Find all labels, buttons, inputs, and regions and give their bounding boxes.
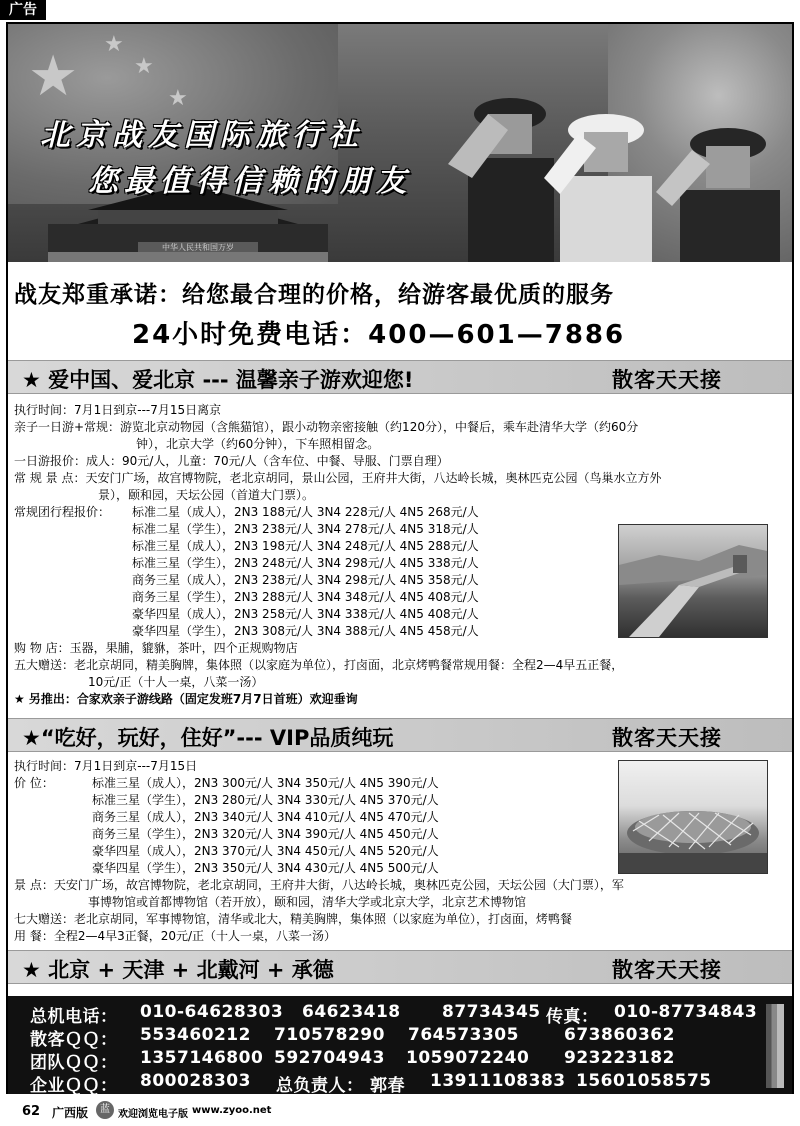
edition-label: 广西版 bbox=[52, 1106, 89, 1120]
birds-nest-photo bbox=[618, 760, 768, 874]
manager-name: 郭春 bbox=[370, 1076, 405, 1096]
great-wall-photo bbox=[618, 524, 768, 638]
price-row: 标准二星（成人），2N3 188元/人 3N4 228元/人 4N5 268元/人 bbox=[132, 505, 479, 519]
manager-phone: 15601058575 bbox=[576, 1071, 712, 1091]
flag-star-small: ★ bbox=[134, 54, 154, 79]
price-row: 标准三星（成人），2N3 198元/人 3N4 248元/人 4N5 288元/人 bbox=[132, 539, 479, 553]
contact-panel bbox=[8, 996, 792, 1094]
service-pledge: 战友郑重承诺：给您最合理的价格，给游客最优质的服务 bbox=[14, 282, 614, 308]
section-title: ★ 爱中国、爱北京 --- 温馨亲子游欢迎您! bbox=[22, 368, 414, 392]
section-header-family-tour bbox=[8, 360, 792, 394]
gate-sign: 中华人民共和国万岁 bbox=[162, 243, 234, 252]
qq-number: 764573305 bbox=[408, 1025, 519, 1045]
hero-banner bbox=[8, 24, 792, 262]
ad-tag: 广告 bbox=[0, 0, 46, 20]
price-row: 豪华四星（学生），2N3 350元/人 3N4 430元/人 4N5 500元/人 bbox=[92, 861, 439, 875]
free-gifts: 七大赠送：老北京胡同，军事博物馆，清华或北大，精美胸牌，集体照（以家庭为单位），打卤面，烤鸭餐 bbox=[14, 912, 573, 926]
price-row: 豪华四星（成人），2N3 370元/人 3N4 450元/人 4N5 520元/人 bbox=[92, 844, 439, 858]
section-header-vip-tour bbox=[8, 718, 792, 752]
footer-message: 欢迎浏览电子版 bbox=[118, 1109, 188, 1120]
section-title: ★ 北京 + 天津 + 北戴河 + 承德 bbox=[22, 958, 334, 982]
schedule-line: 执行时间：7月1日到京---7月15日 bbox=[14, 759, 198, 773]
one-day-price: 一日游报价：成人：90元/人，儿童：70元/人（含车位、中餐、导服、门票自理） bbox=[14, 454, 449, 468]
soldiers-image bbox=[448, 74, 792, 262]
regular-spots: 景），颐和园，天坛公园（首道大门票）。 bbox=[98, 488, 315, 502]
qq-number: 1357146800 bbox=[140, 1048, 264, 1068]
fit-qq-label: 散客ＱＱ： bbox=[30, 1030, 118, 1050]
price-label: 价 位： bbox=[14, 776, 54, 790]
scenic-spots: 景 点：天安门广场，故宫博物院，老北京胡同，王府井大街，八达岭长城，奥林匹克公园，天坛公园（大门票），军 bbox=[14, 878, 624, 892]
fax-number: 010-87734843 bbox=[614, 1002, 758, 1022]
price-row: 标准二星（学生），2N3 238元/人 3N4 278元/人 4N5 318元/人 bbox=[132, 522, 479, 536]
website-link[interactable]: www.zyoo.net bbox=[192, 1105, 272, 1116]
manager-phone: 13911108383 bbox=[430, 1071, 566, 1091]
page-number: 62 bbox=[22, 1104, 41, 1119]
price-row: 标准三星（学生），2N3 248元/人 3N4 298元/人 4N5 338元/人 bbox=[132, 556, 479, 570]
price-row: 商务三星（成人），2N3 238元/人 3N4 298元/人 4N5 358元/人 bbox=[132, 573, 479, 587]
qq-number: 800028303 bbox=[140, 1071, 251, 1091]
price-row: 商务三星（学生），2N3 288元/人 3N4 348元/人 4N5 408元/人 bbox=[132, 590, 479, 604]
daily-departure-label: 散客天天接 bbox=[612, 958, 722, 982]
price-row: 商务三星（学生），2N3 320元/人 3N4 390元/人 4N5 450元/人 bbox=[92, 827, 439, 841]
agency-slogan: 您最值得信赖的朋友 bbox=[88, 164, 412, 199]
page-footer bbox=[0, 1100, 800, 1124]
qq-number: 553460212 bbox=[140, 1025, 251, 1045]
itinerary-line: 钟），北京大学（约60分钟），下车照相留念。 bbox=[136, 437, 380, 451]
price-row: 豪华四星（学生），2N3 308元/人 3N4 388元/人 4N5 458元/人 bbox=[132, 624, 479, 638]
qq-number: 1059072240 bbox=[406, 1048, 530, 1068]
phone-number: 010-64628303 bbox=[140, 1002, 284, 1022]
agency-name: 北京战友国际旅行社 bbox=[40, 118, 364, 153]
manager-label: 总负责人： bbox=[276, 1076, 364, 1096]
promo-line: ★ 另推出：合家欢亲子游线路（固定发班7月7日首班）欢迎垂询 bbox=[14, 692, 358, 706]
flag-star-small: ★ bbox=[168, 86, 188, 111]
schedule-line: 执行时间：7月1日到京---7月15日离京 bbox=[14, 403, 222, 417]
free-gifts: 10元/正（十人一桌，八菜一汤） bbox=[88, 675, 264, 689]
daily-departure-label: 散客天天接 bbox=[612, 368, 722, 392]
qq-number: 673860362 bbox=[564, 1025, 675, 1045]
qq-number: 710578290 bbox=[274, 1025, 385, 1045]
price-label: 常规团行程报价： bbox=[14, 505, 111, 519]
birds-nest-image bbox=[619, 761, 767, 873]
hotline: 24小时免费电话：400—601—7886 bbox=[132, 320, 626, 350]
qq-number: 923223182 bbox=[564, 1048, 675, 1068]
fax-label: 传真： bbox=[546, 1007, 599, 1027]
flag-star-small: ★ bbox=[104, 32, 124, 57]
phone-label: 总机电话： bbox=[30, 1007, 118, 1027]
scenic-spots: 事博物馆或首都博物馆（若开放），颐和园，清华大学或北京大学，北京艺术博物馆 bbox=[88, 895, 527, 909]
phone-number: 64623418 bbox=[302, 1002, 401, 1022]
regular-spots: 常 规 景 点：天安门广场，故宫博物院，老北京胡同，景山公园，王府井大街，八达岭长城，奥林匹克公园（鸟巢水立方外 bbox=[14, 471, 662, 485]
free-gifts: 五大赠送：老北京胡同，精美胸牌，集体照（以家庭为单位），打卤面，北京烤鸭餐常规用餐：全程2—4早五正餐， bbox=[14, 658, 624, 672]
corp-qq-label: 企业ＱＱ： bbox=[30, 1076, 118, 1096]
shopping-stores: 购 物 店：玉器，果脯，貔貅，茶叶，四个正规购物店 bbox=[14, 641, 298, 655]
decorative-stripe bbox=[766, 1004, 784, 1088]
group-qq-label: 团队ＱＱ： bbox=[30, 1053, 118, 1073]
price-row: 豪华四星（成人），2N3 258元/人 3N4 338元/人 4N5 408元/人 bbox=[132, 607, 479, 621]
price-row: 标准三星（学生），2N3 280元/人 3N4 330元/人 4N5 370元/人 bbox=[92, 793, 439, 807]
meals: 用 餐：全程2—4早3正餐，20元/正（十人一桌，八菜一汤） bbox=[14, 929, 337, 943]
section-title: ★“吃好，玩好，住好”--- VIP品质纯玩 bbox=[22, 726, 394, 750]
flag-star-large: ★ bbox=[28, 44, 79, 109]
section-header-route bbox=[8, 950, 792, 984]
qq-number: 592704943 bbox=[274, 1048, 385, 1068]
itinerary-line: 亲子一日游+常规：游览北京动物园（含熊猫馆），跟小动物亲密接触（约120分），中餐后，乘车赴清华大学（约60分 bbox=[14, 420, 639, 434]
publisher-logo-icon: 蓝 bbox=[96, 1101, 114, 1119]
great-wall-image bbox=[619, 525, 767, 637]
daily-departure-label: 散客天天接 bbox=[612, 726, 722, 750]
price-row: 标准三星（成人），2N3 300元/人 3N4 350元/人 4N5 390元/人 bbox=[92, 776, 439, 790]
phone-number: 87734345 bbox=[442, 1002, 541, 1022]
price-row: 商务三星（成人），2N3 340元/人 3N4 410元/人 4N5 470元/人 bbox=[92, 810, 439, 824]
